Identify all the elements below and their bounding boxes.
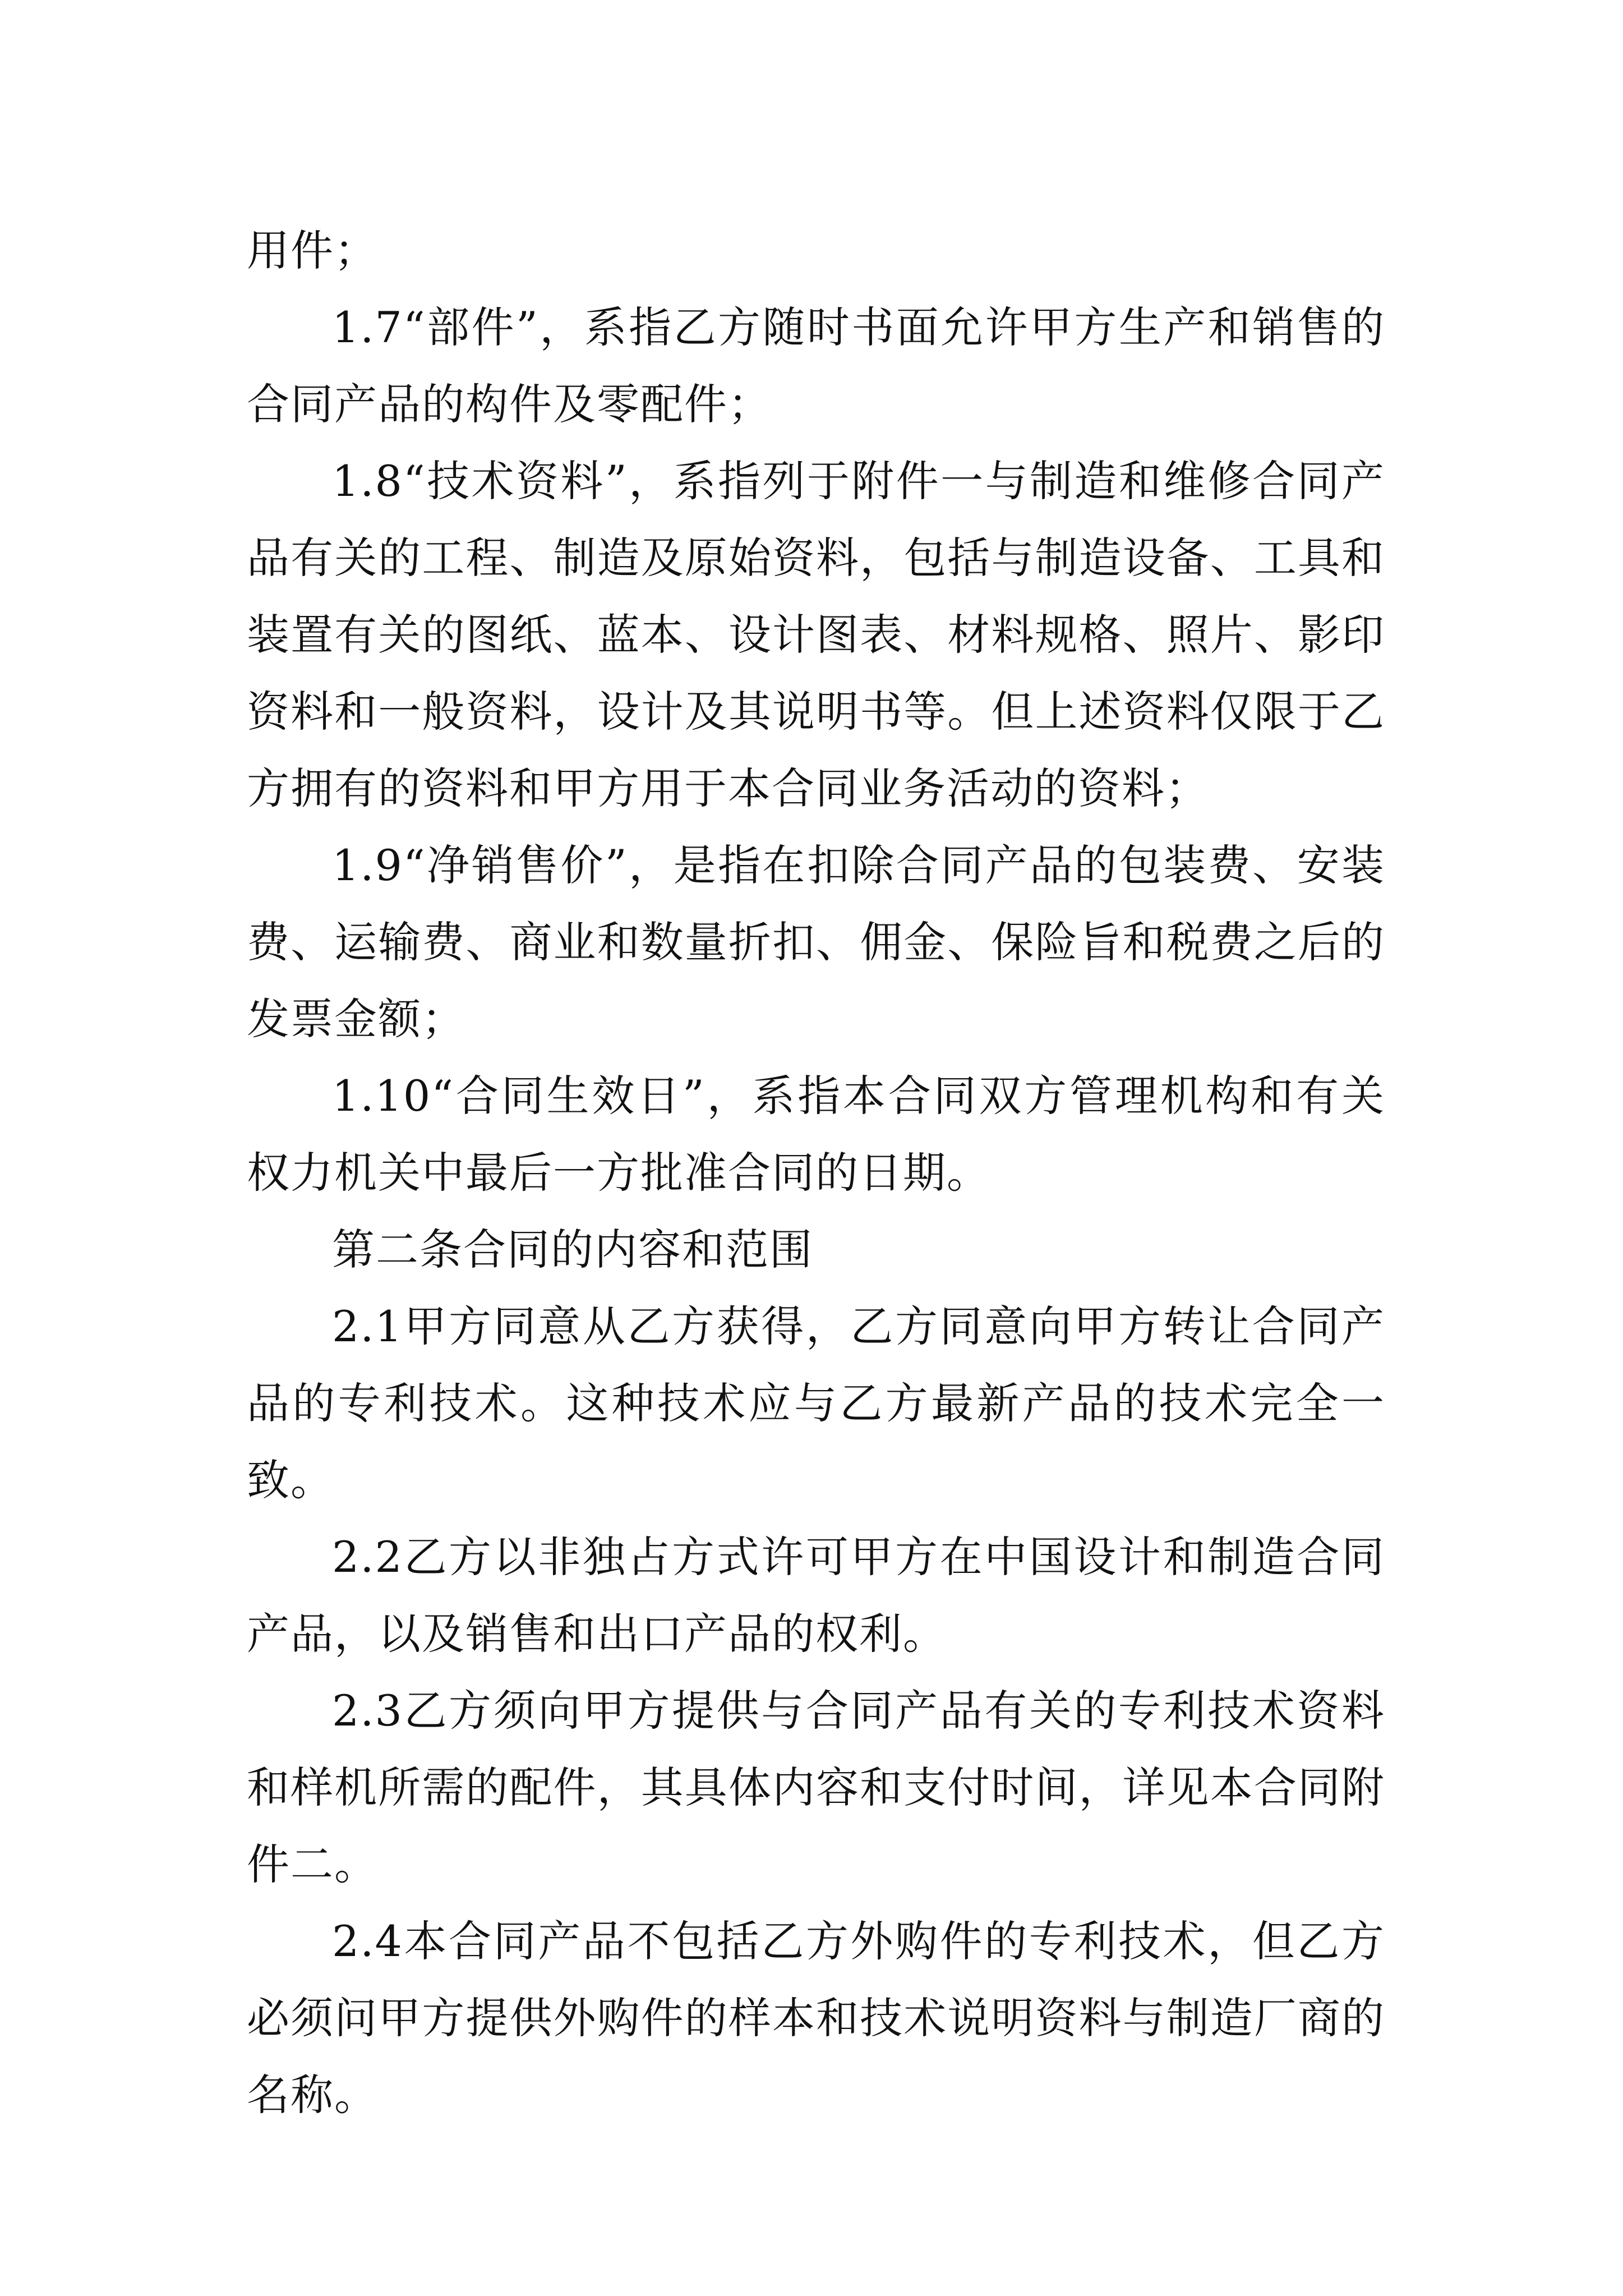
section-heading-article-2: 第二条合同的内容和范围 [332,1225,813,1274]
paragraph-1-10: 1.10“合同生效日”，系指本合同双方管理机构和有关权力机关中最后一方批准合同的日期。 [247,1071,1385,1198]
paragraph-1-8: 1.8“技术资料”，系指列于附件一与制造和维修合同产品有关的工程、制造及原始资料，包括与制造设备、工具和装置有关的图纸、蓝本、设计图表、材料规格、照片、影印资料和一般资料，设计及其说明书等。但上述资料仅限于乙方拥有的资料和甲方用于本合同业务活动的资料； [247,456,1385,813]
document-body [247,212,1385,2133]
paragraph-2-4: 2.4本合同产品不包括乙方外购件的专利技术，但乙方必须问甲方提供外购件的样本和技术说明资料与制造厂商的名称。 [247,1916,1385,2120]
paragraph-continuation: 用件； [247,226,378,275]
paragraph-2-2: 2.2乙方以非独占方式许可甲方在中国设计和制造合同产品，以及销售和出口产品的权利。 [247,1532,1385,1659]
paragraph-1-9: 1.9“净销售价”，是指在扣除合同产品的包装费、安装费、运输费、商业和数量折扣、佣金、保险旨和税费之后的发票金额； [247,840,1385,1044]
paragraph-2-1: 2.1甲方同意从乙方获得，乙方同意向甲方转让合同产品的专利技术。这种技术应与乙方最新产品的技术完全一致。 [247,1301,1385,1505]
paragraph-2-3: 2.3乙方须向甲方提供与合同产品有关的专利技术资料和样机所需的配件，其具体内容和支付时间，详见本合同附件二。 [247,1686,1385,1889]
paragraph-1-7: 1.7“部件”，系指乙方随时书面允许甲方生产和销售的合同产品的构件及零配件； [247,302,1385,429]
